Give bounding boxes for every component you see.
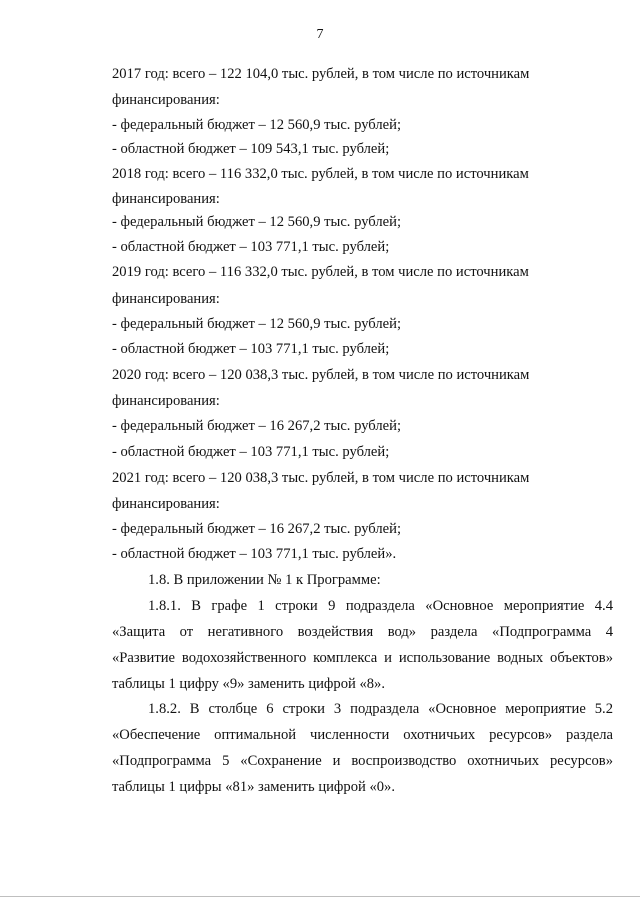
text-line: 2017 год: всего – 122 104,0 тыс. рублей, в том числе по источникам	[112, 66, 530, 82]
text-line: - федеральный бюджет – 16 267,2 тыс. рублей;	[112, 521, 401, 537]
paragraph-line: «Защита от негативного воздействия вод» раздела «Подпрограмма 4	[112, 624, 613, 640]
text-line: - федеральный бюджет – 16 267,2 тыс. рублей;	[112, 418, 401, 434]
text-line: - областной бюджет – 103 771,1 тыс. рублей;	[112, 341, 390, 357]
text-line: - областной бюджет – 103 771,1 тыс. рублей;	[112, 239, 390, 255]
text-line: - федеральный бюджет – 12 560,9 тыс. рублей;	[112, 316, 401, 332]
paragraph-line: 1.8.1. В графе 1 строки 9 подраздела «Основное мероприятие 4.4	[148, 598, 613, 614]
text-line: финансирования:	[112, 92, 220, 108]
text-line: - областной бюджет – 103 771,1 тыс. рублей».	[112, 546, 397, 562]
page-bottom-edge	[0, 896, 640, 897]
text-line: 2018 год: всего – 116 332,0 тыс. рублей, в том числе по источникам	[112, 166, 529, 182]
text-line: - федеральный бюджет – 12 560,9 тыс. рублей;	[112, 117, 401, 133]
text-line: 2019 год: всего – 116 332,0 тыс. рублей, в том числе по источникам	[112, 264, 529, 280]
text-line: 2020 год: всего – 120 038,3 тыс. рублей, в том числе по источникам	[112, 367, 530, 383]
paragraph-line: «Подпрограмма 5 «Сохранение и воспроизводство охотничьих ресурсов»	[112, 753, 613, 769]
paragraph-line: таблицы 1 цифры «81» заменить цифрой «0».	[112, 779, 395, 795]
text-line: - областной бюджет – 103 771,1 тыс. рублей;	[112, 444, 390, 460]
paragraph-line: таблицы 1 цифру «9» заменить цифрой «8».	[112, 676, 385, 692]
text-line: - федеральный бюджет – 12 560,9 тыс. рублей;	[112, 214, 401, 230]
text-line: финансирования:	[112, 191, 220, 207]
paragraph-line: 1.8.2. В столбце 6 строки 3 подраздела «Основное мероприятие 5.2	[148, 701, 613, 717]
page-number: 7	[316, 27, 324, 42]
text-line: финансирования:	[112, 291, 220, 307]
text-line: финансирования:	[112, 393, 220, 409]
section-heading: 1.8. В приложении № 1 к Программе:	[148, 572, 381, 588]
paragraph-line: «Обеспечение оптимальной численности охотничьих ресурсов» раздела	[112, 727, 613, 743]
text-line: 2021 год: всего – 120 038,3 тыс. рублей, в том числе по источникам	[112, 470, 530, 486]
text-line: финансирования:	[112, 496, 220, 512]
paragraph-line: «Развитие водохозяйственного комплекса и использование водных объектов»	[112, 650, 613, 666]
text-line: - областной бюджет – 109 543,1 тыс. рублей;	[112, 141, 390, 157]
